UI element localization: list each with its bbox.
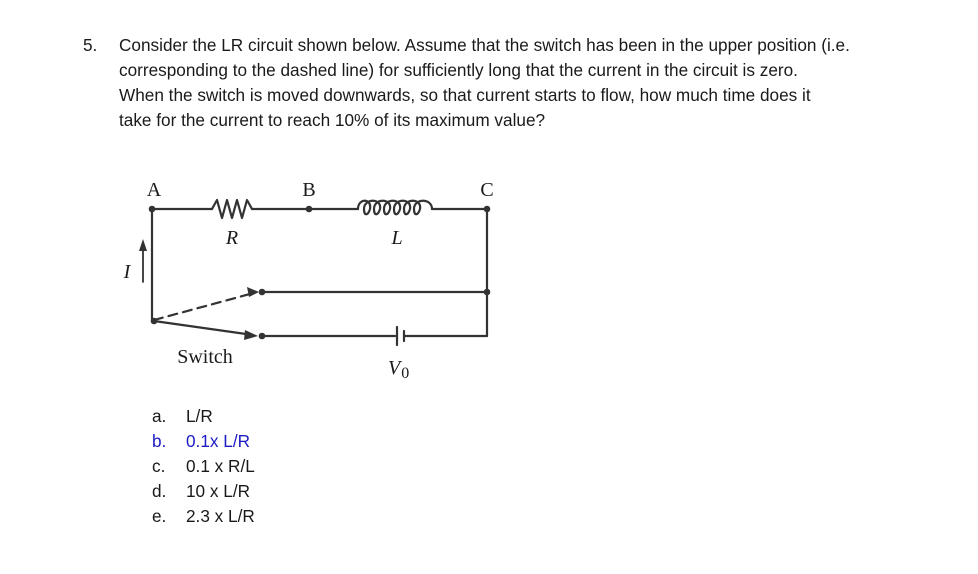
inductor-label: L [391, 227, 403, 249]
battery-label-main: V [388, 357, 401, 379]
option-letter: e. [152, 506, 167, 526]
question-number: 5. [83, 35, 98, 55]
switch-blade [154, 321, 246, 334]
option-text: 0.1x L/R [186, 431, 251, 451]
right-junction-dot [484, 289, 491, 296]
battery-label [388, 357, 409, 382]
option-letter: d. [152, 481, 167, 501]
switch-pivot-dot [151, 318, 158, 325]
question-line: corresponding to the dashed line) for sufficiently long that the current in the circuit is zero. [119, 60, 798, 80]
switch-label: Switch [177, 346, 233, 368]
option-text: 2.3 x L/R [186, 506, 255, 526]
dashed-arrow-icon [247, 287, 259, 297]
current-label: I [123, 261, 131, 283]
switch-dashed-position [154, 294, 250, 320]
resistor [212, 200, 252, 218]
node-a-label: A [146, 179, 162, 201]
question-line: When the switch is moved downwards, so that current starts to flow, how much time does it [119, 85, 811, 105]
resistor-label: R [225, 227, 239, 249]
upper-contact-dot [259, 289, 266, 296]
node-c-label: C [480, 179, 494, 201]
option-letter: a. [152, 406, 167, 426]
node-c-dot [484, 206, 491, 213]
option-letter: c. [152, 456, 166, 476]
option-text: 10 x L/R [186, 481, 251, 501]
current-arrow-icon [139, 239, 147, 251]
option-text: 0.1 x R/L [186, 456, 255, 476]
node-b-dot [306, 206, 313, 213]
node-a-dot [149, 206, 156, 213]
lower-contact-dot [259, 333, 266, 340]
question-line: Consider the LR circuit shown below. Assume that the switch has been in the upper position (i.e. [119, 35, 850, 55]
node-b-label: B [302, 179, 316, 201]
option-text: L/R [186, 406, 213, 426]
battery-label-subscript: 0 [401, 365, 410, 382]
option-letter: b. [152, 431, 167, 451]
switch-arrow-icon [244, 330, 258, 340]
question-line: take for the current to reach 10% of its maximum value? [119, 110, 546, 130]
inductor [358, 201, 432, 215]
